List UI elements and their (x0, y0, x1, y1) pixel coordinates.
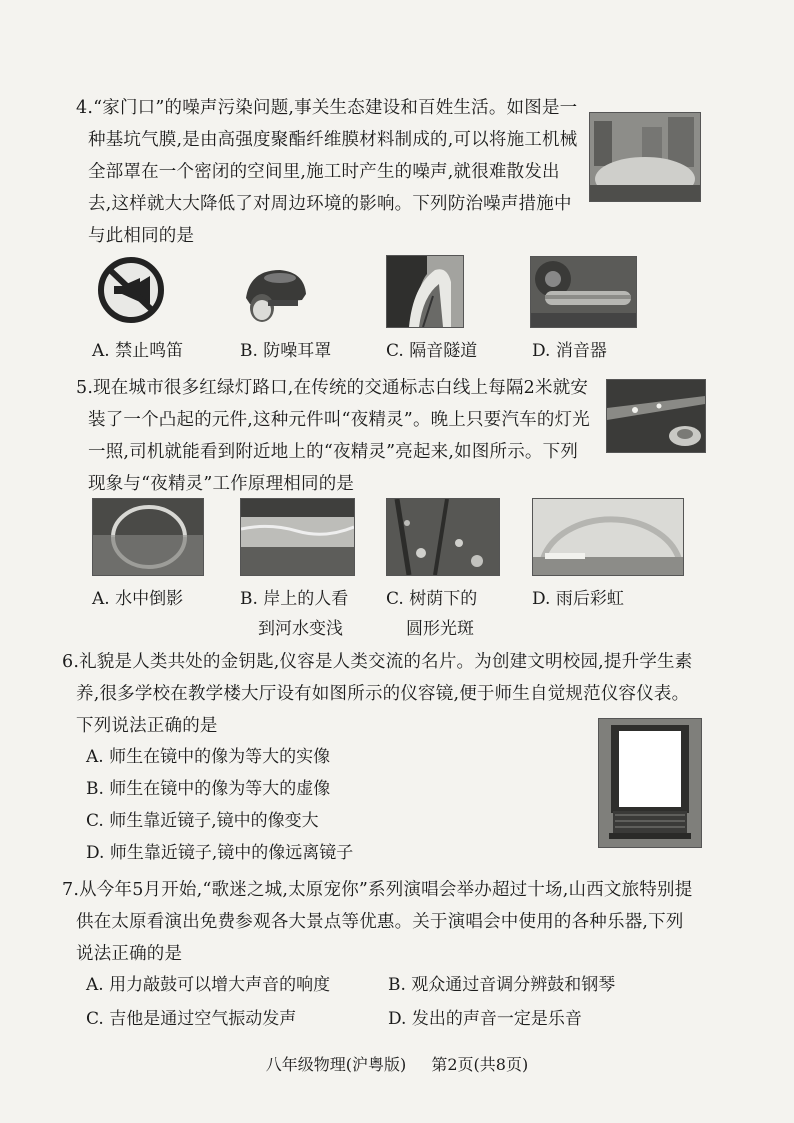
q6-line-2: 养,很多学校在教学楼大厅设有如图所示的仪容镜,便于师生自觉规范仪容仪表。 (76, 684, 690, 704)
q6-option-b: B. 师生在镜中的像为等大的虚像 (86, 779, 331, 799)
q7-line-2: 供在太原看演出免费参观各大景点等优惠。关于演唱会中使用的各种乐器,下列 (76, 912, 684, 932)
tree-shade-light-spots-photo (386, 498, 500, 576)
q5-line-3: 一照,司机就能看到附近地上的“夜精灵”亮起来,如图所示。下列 (88, 442, 579, 462)
q5-option-b-cont: 到河水变浅 (258, 619, 343, 639)
muffler-icon (530, 256, 637, 328)
q4-line-2: 种基坑气膜,是由高强度聚酯纤维膜材料制成的,可以将施工机械 (88, 130, 578, 150)
footer-page-number: 第2页(共8页) (431, 1055, 529, 1074)
q6-option-c: C. 师生靠近镜子,镜中的像变大 (86, 811, 319, 831)
q7-line-3: 说法正确的是 (76, 944, 183, 964)
q5-option-c: C. 树荫下的 (386, 589, 478, 609)
q6-line-3: 下列说法正确的是 (76, 716, 218, 736)
q4-line-4: 去,这样就大大降低了对周边环境的影响。下列防治噪声措施中 (88, 194, 572, 214)
q7-option-a: A. 用力敲鼓可以增大声音的响度 (86, 975, 331, 995)
q4-option-d: D. 消音器 (532, 341, 607, 361)
q5-line-1: 5.现在城市很多红绿灯路口,在传统的交通标志白线上每隔2米就安 (76, 378, 589, 398)
q6-option-a: A. 师生在镜中的像为等大的实像 (86, 747, 331, 767)
q6-option-d: D. 师生靠近镜子,镜中的像远离镜子 (86, 843, 354, 863)
river-shallow-photo (240, 498, 355, 576)
q5-line-2: 装了一个凸起的元件,这种元件叫“夜精灵”。晚上只要汽车的灯光 (88, 410, 590, 430)
q4-option-c: C. 隔音隧道 (386, 341, 478, 361)
q5-option-c-cont: 圆形光斑 (406, 619, 474, 639)
q5-option-d: D. 雨后彩虹 (532, 589, 624, 609)
q4-air-membrane-photo (589, 112, 701, 202)
no-horn-sign-icon (96, 256, 166, 324)
dressing-mirror-photo (598, 718, 702, 848)
q4-line-5: 与此相同的是 (88, 226, 195, 246)
q5-option-b: B. 岸上的人看 (240, 589, 349, 609)
water-reflection-photo (92, 498, 204, 576)
page-footer (0, 1052, 794, 1075)
q5-night-sprite-photo (606, 379, 706, 453)
q7-option-c: C. 吉他是通过空气振动发声 (86, 1009, 297, 1029)
footer-subject: 八年级物理(沪粤版) (265, 1055, 407, 1074)
q6-line-1: 6.礼貌是人类共处的金钥匙,仪容是人类交流的名片。为创建文明校园,提升学生素 (62, 652, 693, 672)
q5-option-a: A. 水中倒影 (92, 589, 184, 609)
q5-line-4: 现象与“夜精灵”工作原理相同的是 (88, 474, 355, 494)
q4-line-3: 全部罩在一个密闭的空间里,施工时产生的噪声,就很难散发出 (88, 162, 560, 182)
q7-option-d: D. 发出的声音一定是乐音 (388, 1009, 582, 1029)
sound-tunnel-icon (386, 255, 464, 328)
q7-option-b: B. 观众通过音调分辨鼓和钢琴 (388, 975, 616, 995)
rainbow-photo (532, 498, 684, 576)
q4-option-b: B. 防噪耳罩 (240, 341, 332, 361)
earmuff-helmet-icon (240, 264, 312, 326)
q4-option-a: A. 禁止鸣笛 (92, 341, 184, 361)
q4-line-1: 4.“家门口”的噪声污染问题,事关生态建设和百姓生活。如图是一 (76, 98, 578, 118)
q7-line-1: 7.从今年5月开始,“歌迷之城,太原宠你”系列演唱会举办超过十场,山西文旅特别提 (62, 880, 693, 900)
